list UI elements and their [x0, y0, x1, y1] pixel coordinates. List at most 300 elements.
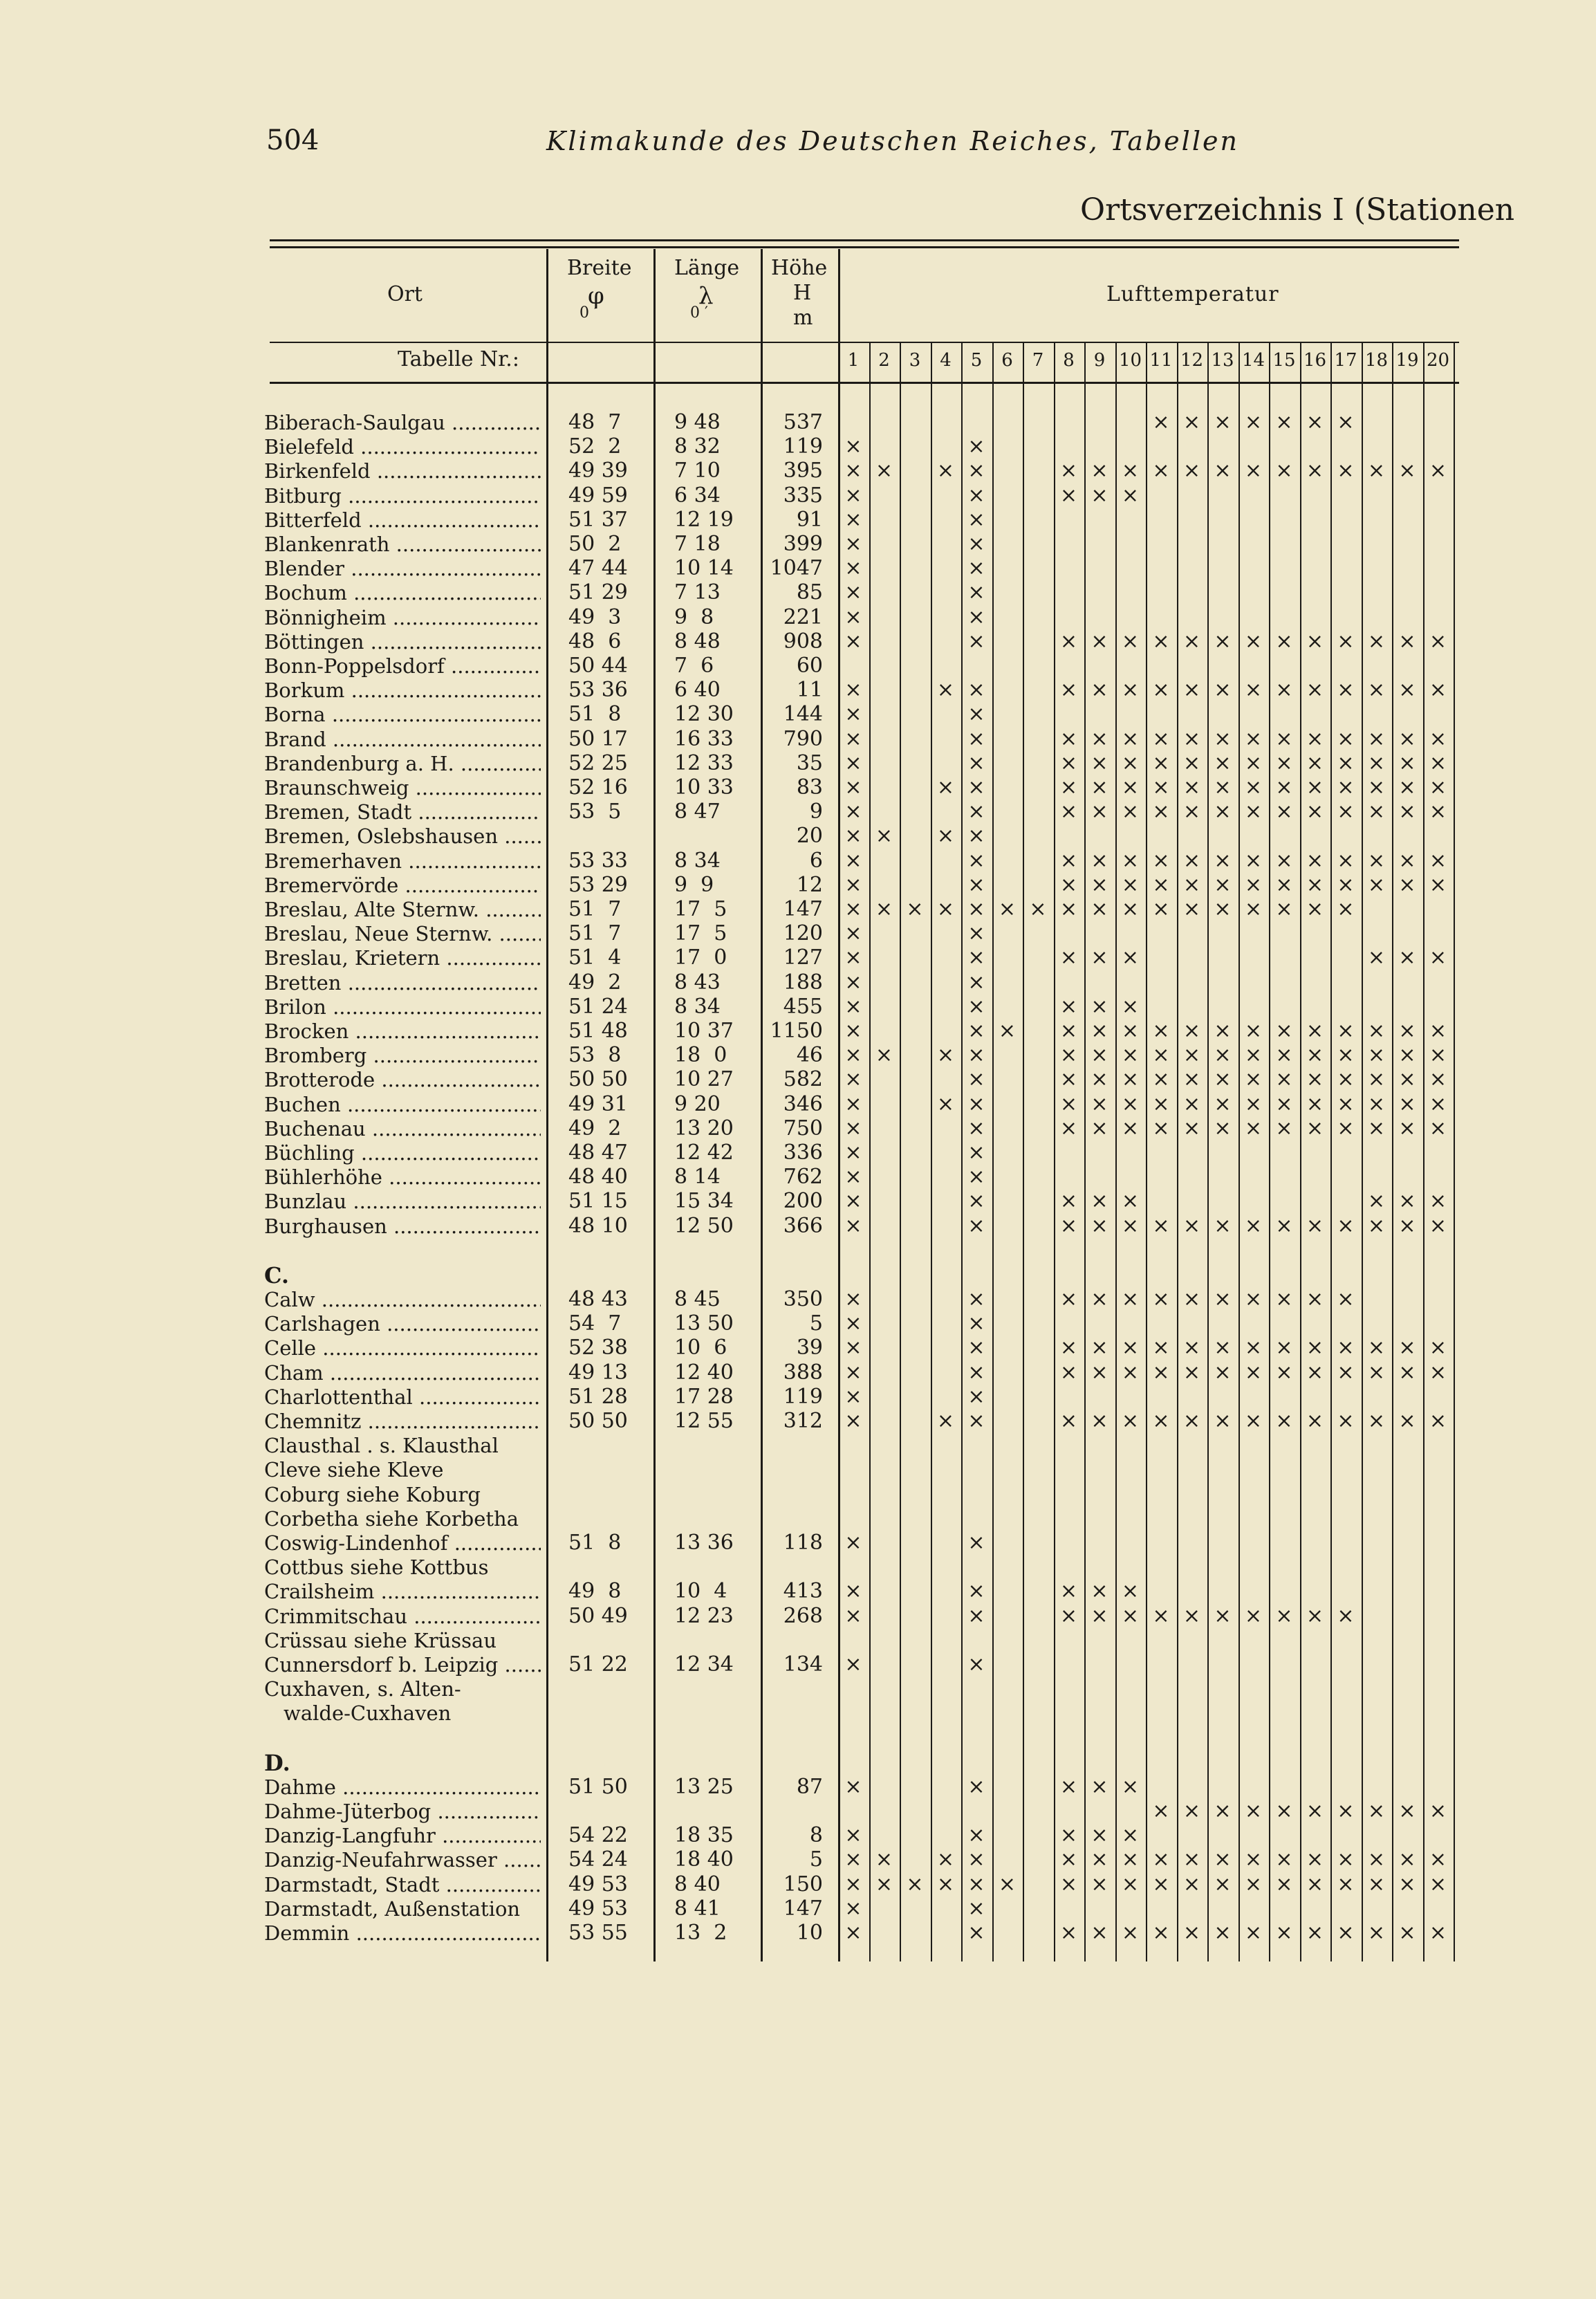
table-mark: ×	[1306, 1336, 1324, 1360]
table-mark: ×	[1091, 750, 1108, 775]
table-mark: ×	[1306, 1799, 1324, 1823]
table-mark: ×	[1275, 1287, 1293, 1311]
altitude-value: 346	[783, 1091, 823, 1116]
station-name: Darmstadt, Außenstation	[264, 1896, 521, 1921]
table-mark: ×	[844, 1189, 862, 1214]
table-mark: ×	[844, 1165, 862, 1190]
table-mark: ×	[844, 1287, 862, 1311]
table-mark: ×	[1275, 750, 1293, 775]
latitude-value: 54 22	[568, 1823, 628, 1848]
table-mark: ×	[967, 1652, 985, 1677]
altitude-value: 35	[796, 750, 823, 775]
altitude-value: 11	[796, 678, 823, 703]
column-rule	[869, 342, 871, 1961]
table-mark: ×	[1429, 678, 1447, 703]
table-mark: ×	[1244, 800, 1263, 824]
latitude-value: 51 4	[568, 945, 622, 970]
table-mark: ×	[1214, 1360, 1232, 1385]
longitude-value: 8 48	[674, 629, 721, 654]
station-name: Bunzlau .....	[264, 1190, 541, 1213]
table-mark: ×	[1091, 1116, 1108, 1141]
latitude-value: 53 33	[568, 848, 628, 873]
table-mark: ×	[1121, 629, 1140, 654]
table-mark: ×	[1337, 629, 1355, 654]
table-mark: ×	[1121, 872, 1140, 897]
table-mark: ×	[1398, 1043, 1416, 1068]
table-mark: ×	[875, 1043, 893, 1068]
table-mark: ×	[1337, 1847, 1355, 1872]
table-mark: ×	[1214, 1116, 1232, 1141]
table-mark: ×	[1244, 629, 1263, 654]
latitude-value: 53 36	[568, 678, 628, 703]
table-mark: ×	[1275, 1116, 1293, 1141]
latitude-value: 49 13	[568, 1360, 628, 1385]
table-mark: ×	[967, 483, 985, 508]
table-mark: ×	[1244, 775, 1263, 800]
table-mark: ×	[1244, 1067, 1263, 1092]
table-mark: ×	[967, 1019, 985, 1043]
table-mark: ×	[1275, 848, 1293, 873]
table-mark: ×	[1121, 945, 1140, 970]
table-mark: ×	[1337, 678, 1355, 703]
station-name: Corbetha siehe Korbetha	[264, 1506, 519, 1531]
table-mark: ×	[1398, 1091, 1416, 1116]
table-mark: ×	[1152, 1409, 1170, 1433]
table-mark: ×	[1306, 897, 1324, 921]
table-mark: ×	[844, 824, 862, 849]
longitude-value: 10 37	[674, 1019, 734, 1043]
latitude-value: 48 7	[568, 410, 622, 434]
station-name: Coburg siehe Koburg	[264, 1482, 481, 1506]
longitude-value: 8 14	[674, 1165, 721, 1190]
table-mark: ×	[967, 556, 985, 581]
table-mark: ×	[1152, 1799, 1170, 1823]
station-name: Bremervörde .....	[264, 874, 541, 897]
table-mark: ×	[1337, 1067, 1355, 1092]
table-mark: ×	[844, 1531, 862, 1555]
table-mark: ×	[1152, 726, 1170, 751]
table-mark: ×	[967, 775, 985, 800]
station-name: Bromberg .....	[264, 1044, 541, 1067]
column-rule	[761, 249, 763, 1961]
table-mark: ×	[936, 678, 955, 703]
table-mark: ×	[1244, 1336, 1263, 1360]
table-mark: ×	[1275, 1847, 1293, 1872]
table-mark: ×	[1182, 459, 1201, 483]
table-mark: ×	[1091, 1213, 1108, 1238]
column-rule	[653, 249, 656, 1961]
table-mark: ×	[844, 1141, 862, 1165]
table-mark: ×	[1029, 897, 1047, 921]
table-mark: ×	[844, 604, 862, 629]
station-name: Cunnersdorf b. Leipzig .....	[264, 1653, 541, 1677]
table-mark: ×	[1214, 848, 1232, 873]
table-mark: ×	[1121, 1847, 1140, 1872]
longitude-value: 9 9	[674, 872, 714, 897]
table-mark: ×	[844, 848, 862, 873]
header-breite-symbol: φ	[588, 282, 604, 310]
table-mark: ×	[967, 1360, 985, 1385]
station-name: Celle .....	[264, 1336, 541, 1360]
altitude-value: 60	[796, 654, 823, 678]
table-mark: ×	[844, 897, 862, 921]
altitude-value: 399	[783, 532, 823, 556]
table-mark: ×	[844, 750, 862, 775]
table-mark: ×	[967, 970, 985, 995]
table-mark: ×	[1182, 750, 1201, 775]
station-name: Danzig-Langfuhr .....	[264, 1824, 541, 1847]
table-mark: ×	[1367, 1043, 1386, 1068]
table-mark: ×	[844, 1774, 862, 1799]
longitude-value: 13 2	[674, 1921, 727, 1945]
table-mark: ×	[1059, 1774, 1078, 1799]
table-mark: ×	[844, 483, 862, 508]
table-mark: ×	[1091, 945, 1108, 970]
latitude-value: 51 7	[568, 921, 622, 946]
table-mark: ×	[1398, 1116, 1416, 1141]
altitude-value: 200	[783, 1189, 823, 1214]
table-mark: ×	[1182, 1116, 1201, 1141]
table-mark: ×	[1244, 1360, 1263, 1385]
column-number: 18	[1364, 350, 1389, 371]
table-mark: ×	[1182, 872, 1201, 897]
table-mark: ×	[1244, 410, 1263, 434]
table-mark: ×	[1214, 1799, 1232, 1823]
altitude-value: 119	[783, 434, 823, 459]
column-number: 6	[1001, 350, 1013, 371]
table-mark: ×	[1059, 1872, 1078, 1896]
table-mark: ×	[844, 800, 862, 824]
column-rule	[1084, 342, 1086, 1961]
longitude-value: 8 40	[674, 1872, 721, 1896]
table-mark: ×	[1275, 1336, 1293, 1360]
longitude-value: 18 0	[674, 1043, 727, 1068]
station-name: Bönnigheim .....	[264, 606, 541, 629]
table-mark: ×	[1121, 848, 1140, 873]
table-mark: ×	[1337, 1019, 1355, 1043]
station-name: Bremerhaven .....	[264, 849, 541, 873]
latitude-value: 51 37	[568, 507, 628, 532]
table-mark: ×	[844, 1336, 862, 1360]
table-mark: ×	[1306, 1067, 1324, 1092]
table-mark: ×	[967, 1409, 985, 1433]
station-name: Bochum .....	[264, 581, 541, 604]
header-laenge-symbol: λ	[698, 282, 714, 310]
table-mark: ×	[967, 604, 985, 629]
altitude-value: 336	[783, 1141, 823, 1165]
table-mark: ×	[967, 1921, 985, 1945]
header-ort: Ort	[387, 282, 423, 306]
station-name: Crüssau siehe Krüssau	[264, 1628, 497, 1652]
table-mark: ×	[1367, 872, 1386, 897]
table-mark: ×	[1275, 678, 1293, 703]
table-mark: ×	[1182, 1043, 1201, 1068]
table-mark: ×	[844, 1043, 862, 1068]
table-mark: ×	[967, 848, 985, 873]
table-mark: ×	[1306, 1847, 1324, 1872]
table-mark: ×	[1059, 1603, 1078, 1628]
header-lufttemperatur: Lufttemperatur	[1106, 282, 1279, 306]
table-mark: ×	[1152, 897, 1170, 921]
table-mark: ×	[1306, 750, 1324, 775]
altitude-value: 413	[783, 1579, 823, 1604]
altitude-value: 762	[783, 1165, 823, 1190]
table-mark: ×	[1337, 848, 1355, 873]
table-mark: ×	[1244, 1921, 1263, 1945]
table-mark: ×	[1121, 1579, 1140, 1604]
station-name: Demmin .....	[264, 1921, 541, 1945]
table-mark: ×	[1121, 459, 1140, 483]
table-mark: ×	[1059, 483, 1078, 508]
table-mark: ×	[1121, 1360, 1140, 1385]
table-mark: ×	[1429, 629, 1447, 654]
table-mark: ×	[1152, 678, 1170, 703]
table-mark: ×	[1121, 1774, 1140, 1799]
table-mark: ×	[1244, 459, 1263, 483]
table-mark: ×	[844, 629, 862, 654]
table-mark: ×	[1367, 945, 1386, 970]
altitude-value: 120	[783, 921, 823, 946]
longitude-value: 8 47	[674, 800, 721, 824]
table-mark: ×	[1059, 1360, 1078, 1385]
table-mark: ×	[1429, 775, 1447, 800]
table-mark: ×	[1398, 1872, 1416, 1896]
longitude-value: 7 6	[674, 654, 714, 678]
table-mark: ×	[844, 1067, 862, 1092]
station-name: Breslau, Krietern .....	[264, 946, 541, 970]
table-mark: ×	[1398, 1799, 1416, 1823]
table-mark: ×	[1367, 459, 1386, 483]
table-mark: ×	[1059, 872, 1078, 897]
column-number: 14	[1241, 350, 1265, 371]
station-name: Cham .....	[264, 1361, 541, 1385]
table-mark: ×	[1275, 1409, 1293, 1433]
table-mark: ×	[1306, 1213, 1324, 1238]
table-mark: ×	[1398, 750, 1416, 775]
table-mark: ×	[967, 994, 985, 1019]
latitude-value: 50 50	[568, 1409, 628, 1433]
table-mark: ×	[936, 1409, 955, 1433]
table-mark: ×	[844, 872, 862, 897]
table-mark: ×	[1091, 1774, 1108, 1799]
table-mark: ×	[1275, 1603, 1293, 1628]
altitude-value: 83	[796, 775, 823, 800]
latitude-value: 51 24	[568, 994, 628, 1019]
table-mark: ×	[1152, 1091, 1170, 1116]
longitude-value: 10 6	[674, 1336, 727, 1360]
table-mark: ×	[1398, 629, 1416, 654]
table-mark: ×	[1091, 1287, 1108, 1311]
table-mark: ×	[967, 1189, 985, 1214]
table-mark: ×	[1121, 1287, 1140, 1311]
station-name: Cuxhaven, s. Alten-	[264, 1677, 461, 1701]
latitude-value: 51 50	[568, 1774, 628, 1799]
table-mark: ×	[1429, 1847, 1447, 1872]
table-mark: ×	[1091, 726, 1108, 751]
table-mark: ×	[1306, 1360, 1324, 1385]
altitude-value: 537	[783, 410, 823, 434]
longitude-value: 17 5	[674, 897, 727, 921]
column-rule	[546, 249, 548, 1961]
table-mark: ×	[1059, 1189, 1078, 1214]
table-mark: ×	[967, 702, 985, 727]
latitude-value: 52 16	[568, 775, 628, 800]
table-mark: ×	[1337, 1336, 1355, 1360]
table-mark: ×	[1091, 1921, 1108, 1945]
latitude-value: 49 59	[568, 483, 628, 508]
table-mark: ×	[1091, 629, 1108, 654]
table-mark: ×	[1337, 459, 1355, 483]
altitude-value: 395	[783, 459, 823, 483]
table-mark: ×	[1306, 1872, 1324, 1896]
latitude-value: 50 17	[568, 726, 628, 751]
table-mark: ×	[1059, 1409, 1078, 1433]
altitude-value: 350	[783, 1287, 823, 1311]
table-mark: ×	[936, 1091, 955, 1116]
table-mark: ×	[1214, 1409, 1232, 1433]
table-mark: ×	[967, 1287, 985, 1311]
longitude-value: 6 34	[674, 483, 721, 508]
longitude-value: 10 14	[674, 556, 734, 581]
table-mark: ×	[1244, 1287, 1263, 1311]
station-name: Brandenburg a. H. .....	[264, 752, 541, 775]
table-mark: ×	[1337, 1213, 1355, 1238]
table-mark: ×	[1091, 1409, 1108, 1433]
station-name: Burghausen .....	[264, 1215, 541, 1238]
table-mark: ×	[1121, 1189, 1140, 1214]
table-mark: ×	[1214, 775, 1232, 800]
table-mark: ×	[967, 580, 985, 605]
table-mark: ×	[844, 1116, 862, 1141]
table-mark: ×	[1306, 1091, 1324, 1116]
table-mark: ×	[1152, 1872, 1170, 1896]
table-mark: ×	[844, 580, 862, 605]
table-mark: ×	[1059, 1091, 1078, 1116]
table-mark: ×	[1306, 872, 1324, 897]
table-mark: ×	[1275, 1872, 1293, 1896]
table-mark: ×	[1275, 1043, 1293, 1068]
table-mark: ×	[967, 678, 985, 703]
table-mark: ×	[844, 1896, 862, 1921]
longitude-value: 12 40	[674, 1360, 734, 1385]
table-mark: ×	[1214, 726, 1232, 751]
longitude-value: 17 0	[674, 945, 727, 970]
altitude-value: 118	[783, 1531, 823, 1555]
table-mark: ×	[936, 775, 955, 800]
column-rule	[961, 342, 963, 1961]
longitude-value: 7 18	[674, 532, 721, 556]
altitude-value: 147	[783, 1896, 823, 1921]
table-mark: ×	[844, 1847, 862, 1872]
table-mark: ×	[1275, 1091, 1293, 1116]
header-breite: Breite	[567, 256, 632, 280]
table-mark: ×	[1214, 1921, 1232, 1945]
table-mark: ×	[1214, 678, 1232, 703]
table-mark: ×	[1337, 1409, 1355, 1433]
table-mark: ×	[1244, 726, 1263, 751]
station-name: Buchen .....	[264, 1093, 541, 1116]
altitude-value: 127	[783, 945, 823, 970]
table-mark: ×	[1182, 1287, 1201, 1311]
table-mark: ×	[1091, 775, 1108, 800]
table-mark: ×	[1121, 483, 1140, 508]
table-mark: ×	[1244, 1213, 1263, 1238]
table-mark: ×	[1367, 1019, 1386, 1043]
table-mark: ×	[844, 702, 862, 727]
station-name: Borkum .....	[264, 678, 541, 702]
table-mark: ×	[875, 824, 893, 849]
table-mark: ×	[967, 1311, 985, 1336]
latitude-value: 53 55	[568, 1921, 628, 1945]
column-rule	[1300, 342, 1301, 1961]
table-mark: ×	[1429, 848, 1447, 873]
latitude-value: 53 29	[568, 872, 628, 897]
table-mark: ×	[1152, 800, 1170, 824]
table-mark: ×	[1059, 1287, 1078, 1311]
table-mark: ×	[1337, 800, 1355, 824]
station-name: Brotterode .....	[264, 1068, 541, 1091]
table-mark: ×	[967, 1336, 985, 1360]
station-name: Bitterfeld .....	[264, 508, 541, 532]
table-mark: ×	[1367, 1091, 1386, 1116]
table-mark: ×	[1275, 726, 1293, 751]
table-mark: ×	[998, 1872, 1017, 1896]
section-title: Ortsverzeichnis I (Stationen	[1080, 192, 1515, 228]
table-mark: ×	[967, 945, 985, 970]
latitude-value: 49 2	[568, 970, 622, 995]
table-mark: ×	[1059, 1823, 1078, 1848]
section-letter: D.	[264, 1749, 290, 1776]
table-mark: ×	[1429, 1336, 1447, 1360]
latitude-value: 49 2	[568, 1116, 622, 1141]
table-mark: ×	[936, 459, 955, 483]
altitude-value: 366	[783, 1213, 823, 1238]
latitude-value: 51 7	[568, 897, 622, 921]
table-mark: ×	[1091, 1579, 1108, 1604]
table-mark: ×	[1091, 1872, 1108, 1896]
table-mark: ×	[1091, 800, 1108, 824]
station-name: Calw .....	[264, 1288, 541, 1311]
table-mark: ×	[1367, 1067, 1386, 1092]
table-mark: ×	[1398, 1336, 1416, 1360]
longitude-value: 9 20	[674, 1091, 721, 1116]
table-mark: ×	[844, 1823, 862, 1848]
table-mark: ×	[1429, 1091, 1447, 1116]
table-mark: ×	[1337, 897, 1355, 921]
table-mark: ×	[1367, 1213, 1386, 1238]
table-mark: ×	[844, 1872, 862, 1896]
table-mark: ×	[967, 1067, 985, 1092]
header-hoehe-unit: m	[793, 306, 813, 330]
table-mark: ×	[1429, 1067, 1447, 1092]
latitude-value: 51 15	[568, 1189, 628, 1214]
altitude-value: 221	[783, 604, 823, 629]
column-number: 16	[1303, 350, 1327, 371]
table-mark: ×	[1429, 726, 1447, 751]
table-mark: ×	[1398, 1847, 1416, 1872]
table-mark: ×	[844, 1384, 862, 1409]
table-mark: ×	[1244, 872, 1263, 897]
station-name: Bonn-Poppelsdorf .....	[264, 654, 541, 678]
table-mark: ×	[844, 775, 862, 800]
table-mark: ×	[1275, 1921, 1293, 1945]
table-mark: ×	[1091, 483, 1108, 508]
latitude-value: 50 50	[568, 1067, 628, 1092]
table-mark: ×	[1398, 1360, 1416, 1385]
table-mark: ×	[1429, 1872, 1447, 1896]
latitude-value: 50 2	[568, 532, 622, 556]
table-mark: ×	[844, 459, 862, 483]
